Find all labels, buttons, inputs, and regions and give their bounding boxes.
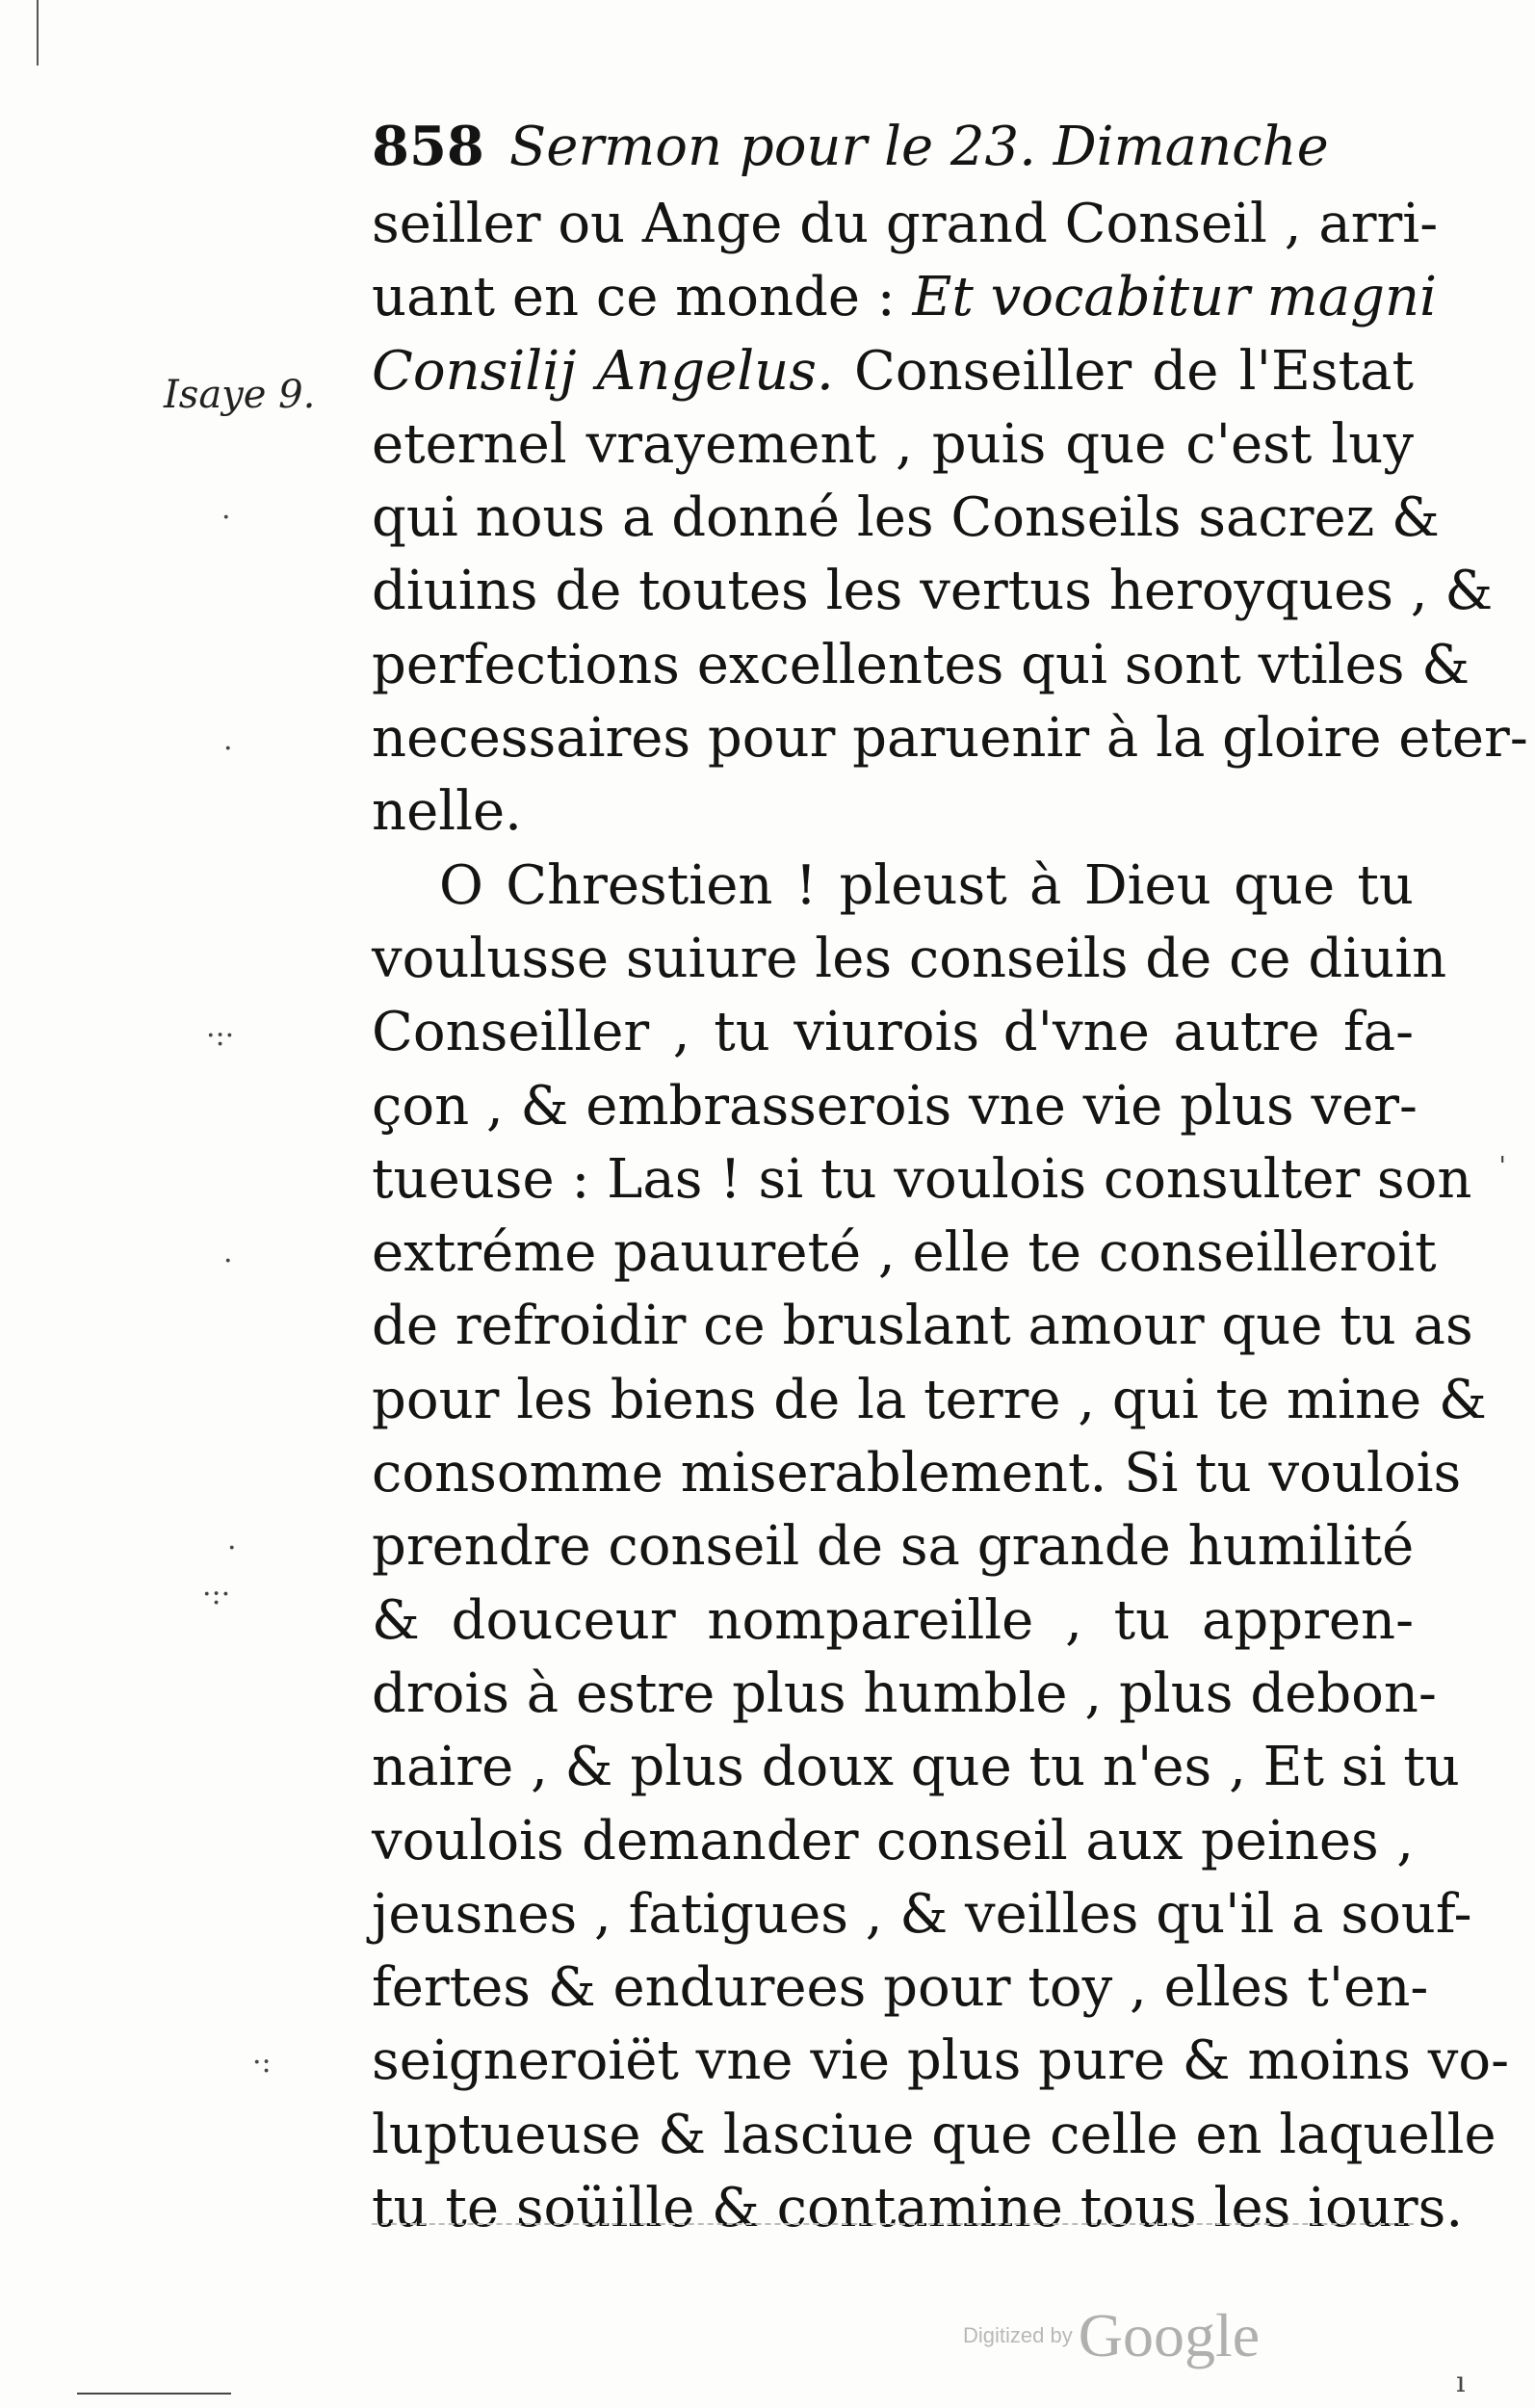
line-text: fertes & endurees pour toy , elles t'en- (372, 1956, 1429, 2020)
line-text: luptueuse & lasciue que celle en laquelle (372, 2103, 1496, 2166)
text-line (372, 1070, 1418, 1143)
scan-speck: · (227, 1531, 237, 1565)
running-title: Sermon pour le 23. Dimanche (508, 116, 1329, 178)
text-line (372, 996, 1414, 1069)
sermon-body-text (372, 188, 1528, 2245)
line-text: diuins de toutes les vertus heroyques , & (372, 560, 1494, 623)
line-text: & douceur nompareille , tu appren- (372, 1588, 1414, 1652)
text-line (372, 188, 1439, 261)
text-line (372, 1437, 1462, 1510)
scan-speck: · (223, 1244, 233, 1278)
text-line (372, 408, 1414, 482)
line-text: nelle. (372, 780, 522, 844)
line-text: qui nous a donné les Conseils sacrez & (372, 486, 1440, 550)
line-text: prendre conseil de sa grande humilité (372, 1515, 1415, 1579)
text-line (372, 2099, 1496, 2172)
text-line (372, 1364, 1487, 1437)
text-line (372, 335, 1414, 408)
line-text: necessaires pour paruenir à la gloire eter- (372, 707, 1528, 771)
scan-speck: ·:· (206, 1019, 235, 1053)
text-line (372, 702, 1528, 775)
line-text: Conseiller de l'Estat (833, 339, 1414, 403)
line-text: de refroidir ce bruslant amour que tu as (372, 1295, 1473, 1358)
text-line (372, 2172, 1464, 2245)
text-line (372, 1584, 1414, 1658)
text-line (372, 1951, 1429, 2025)
text-line (372, 261, 1437, 334)
line-text: jeusnes , fatigues , & veilles qu'il a souf- (372, 1882, 1472, 1946)
text-line (372, 2025, 1510, 2098)
scan-speck: ı (1456, 2366, 1466, 2399)
line-text: Conseiller , tu viurois d'vne autre fa- (372, 1001, 1414, 1064)
latin-quote: Et vocabitur magni (912, 266, 1437, 329)
line-text: tueuse : Las ! si tu voulois consulter son (372, 1147, 1472, 1211)
line-text: perfections excellentes qui sont vtiles & (372, 633, 1470, 696)
scan-speck: ·:· (202, 1578, 231, 1611)
line-text: pour les biens de la terre , qui te mine & (372, 1368, 1487, 1431)
page-header (372, 108, 1329, 186)
watermark-prefix: Digitized by (963, 2323, 1073, 2347)
text-line (372, 850, 1414, 923)
text-line (372, 1143, 1472, 1217)
latin-quote: Consilij Angelus. (372, 339, 834, 403)
text-line (372, 555, 1494, 628)
page-number: 858 (372, 115, 484, 178)
scan-speck: · (223, 732, 233, 766)
line-text: seiller ou Ange du grand Conseil , arri- (372, 193, 1439, 255)
google-logo: Google (1078, 2301, 1261, 2369)
scan-speck: ˈ (1498, 1152, 1507, 1186)
line-text: çon , & embrasserois vne vie plus ver- (372, 1074, 1418, 1138)
line-text: naire , & plus doux que tu n'es , Et si tu (372, 1736, 1460, 1799)
scan-edge-mark (37, 0, 39, 65)
line-text: eternel vrayement , puis que c'est luy (372, 412, 1414, 476)
line-text: drois à estre plus humble , plus debon- (372, 1662, 1437, 1725)
line-text: consomme miserablement. Si tu voulois (372, 1442, 1462, 1505)
text-line (372, 629, 1470, 702)
margin-citation: Isaye 9. (164, 373, 316, 417)
scan-speck: ·: (252, 2046, 272, 2080)
line-text: extréme pauureté , elle te conseilleroit (372, 1221, 1437, 1285)
text-line (372, 1217, 1437, 1290)
text-line (372, 923, 1447, 996)
text-line (372, 1731, 1460, 1804)
scan-speck: · (221, 501, 231, 535)
text-line (372, 1878, 1472, 1951)
digitization-watermark (963, 2300, 1260, 2371)
text-line (372, 1805, 1414, 1878)
line-text: seigneroiët vne vie plus pure & moins vo- (372, 2029, 1510, 2093)
line-text: tu te soüille & contamine tous les iours. (372, 2177, 1464, 2240)
text-line (372, 1290, 1473, 1363)
text-line (372, 482, 1440, 555)
text-line (372, 775, 1414, 849)
bottom-dashed-rule (372, 2223, 1414, 2225)
line-text: uant en ce monde : (372, 266, 913, 329)
text-line (372, 1510, 1414, 1584)
line-text: voulusse suiure les conseils de ce diuin (372, 927, 1447, 990)
footer-rule (77, 2393, 231, 2395)
line-text: voulois demander conseil aux peines , (372, 1809, 1414, 1872)
line-text: O Chrestien ! pleust à Dieu que tu (439, 853, 1414, 917)
text-line (372, 1658, 1437, 1731)
